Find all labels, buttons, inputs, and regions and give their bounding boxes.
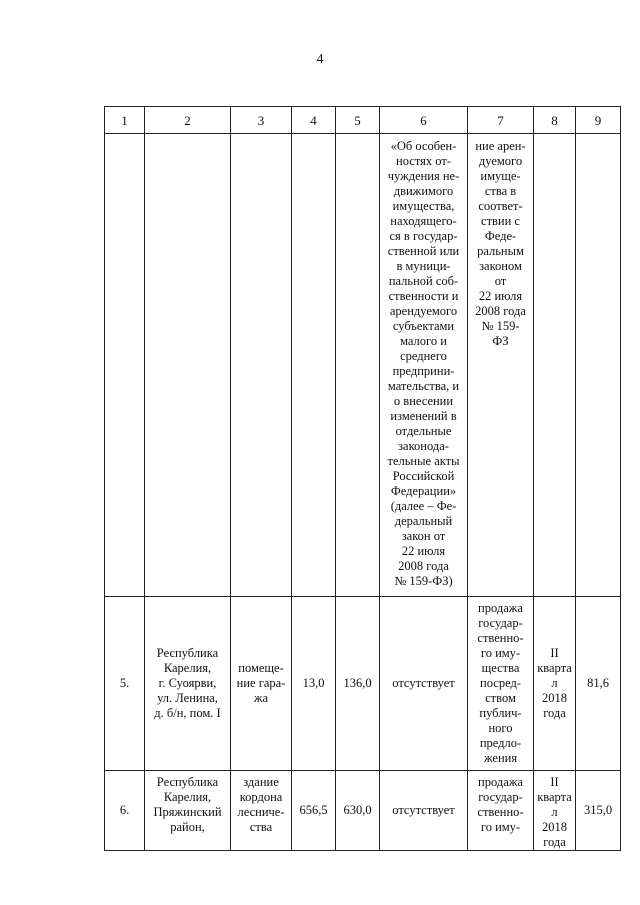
address-text: Республика Карелия, Пряжинский район, [153, 775, 222, 834]
row-number: 5. [105, 597, 145, 771]
column-number: 1 [105, 107, 145, 134]
term-text: II квартал 2018 года [537, 646, 572, 720]
page-number: 4 [316, 52, 324, 67]
method-cell [468, 597, 534, 771]
term-cell [534, 771, 576, 851]
encumbrance-text: «Об особен- ностях от- чуждения не- движимого имущества, находящего- ся в государ- ственной или в муници- пальной соб- ственности и арендуемого субъектами малого и среднего предприни- мательства, и о внесении изменений в отдельные законода- тельные акты Российской Федерации» (далее – Фе- деральный закон от 22 июля 2008 года № 159-ФЗ) [387, 139, 460, 588]
empty-cell [231, 134, 292, 597]
empty-cell [534, 134, 576, 597]
column-number: 7 [468, 107, 534, 134]
column-number: 9 [576, 107, 621, 134]
empty-cell [145, 134, 231, 597]
column-number-row [105, 107, 621, 134]
revenue-cell: 315,0 [576, 771, 621, 851]
area-cell: 656,5 [292, 771, 336, 851]
address-cell [145, 597, 231, 771]
object-text: здание кордона лесниче- ства [237, 775, 285, 834]
empty-cell [105, 134, 145, 597]
encumbrance-cell [380, 134, 468, 597]
price-cell: 630,0 [336, 771, 380, 851]
empty-cell [292, 134, 336, 597]
term-text: II квартал 2018 года [537, 775, 572, 849]
area-cell: 13,0 [292, 597, 336, 771]
object-cell [231, 771, 292, 851]
column-number: 4 [292, 107, 336, 134]
method-cell [468, 771, 534, 851]
column-number: 8 [534, 107, 576, 134]
property-table [104, 106, 621, 851]
table-row-continuation [105, 134, 621, 597]
object-cell [231, 597, 292, 771]
address-text: Республика Карелия, г. Суоярви, ул. Ленина, д. б/н, пом. I [154, 646, 221, 720]
encumbrance-cell: отсутствует [380, 771, 468, 851]
column-number: 3 [231, 107, 292, 134]
empty-cell [336, 134, 380, 597]
table-row [105, 597, 621, 771]
empty-cell [576, 134, 621, 597]
method-cell [468, 134, 534, 597]
method-text: продажа государ- ственно- го иму- [477, 775, 524, 834]
address-cell [145, 771, 231, 851]
encumbrance-cell: отсутствует [380, 597, 468, 771]
term-cell [534, 597, 576, 771]
object-text: помеще- ние гара- жа [236, 661, 286, 705]
revenue-cell: 81,6 [576, 597, 621, 771]
row-number: 6. [105, 771, 145, 851]
column-number: 5 [336, 107, 380, 134]
column-number: 2 [145, 107, 231, 134]
price-cell: 136,0 [336, 597, 380, 771]
method-text: ние арен- дуемого имуще- ства в соответ- ствии с Феде- ральным законом от 22 июля 2008 года № 159- ФЗ [475, 139, 526, 348]
table-row [105, 771, 621, 851]
column-number: 6 [380, 107, 468, 134]
method-text: продажа государ- ственно- го иму- щества посред- ством публич- ного предло- жения [477, 601, 524, 765]
